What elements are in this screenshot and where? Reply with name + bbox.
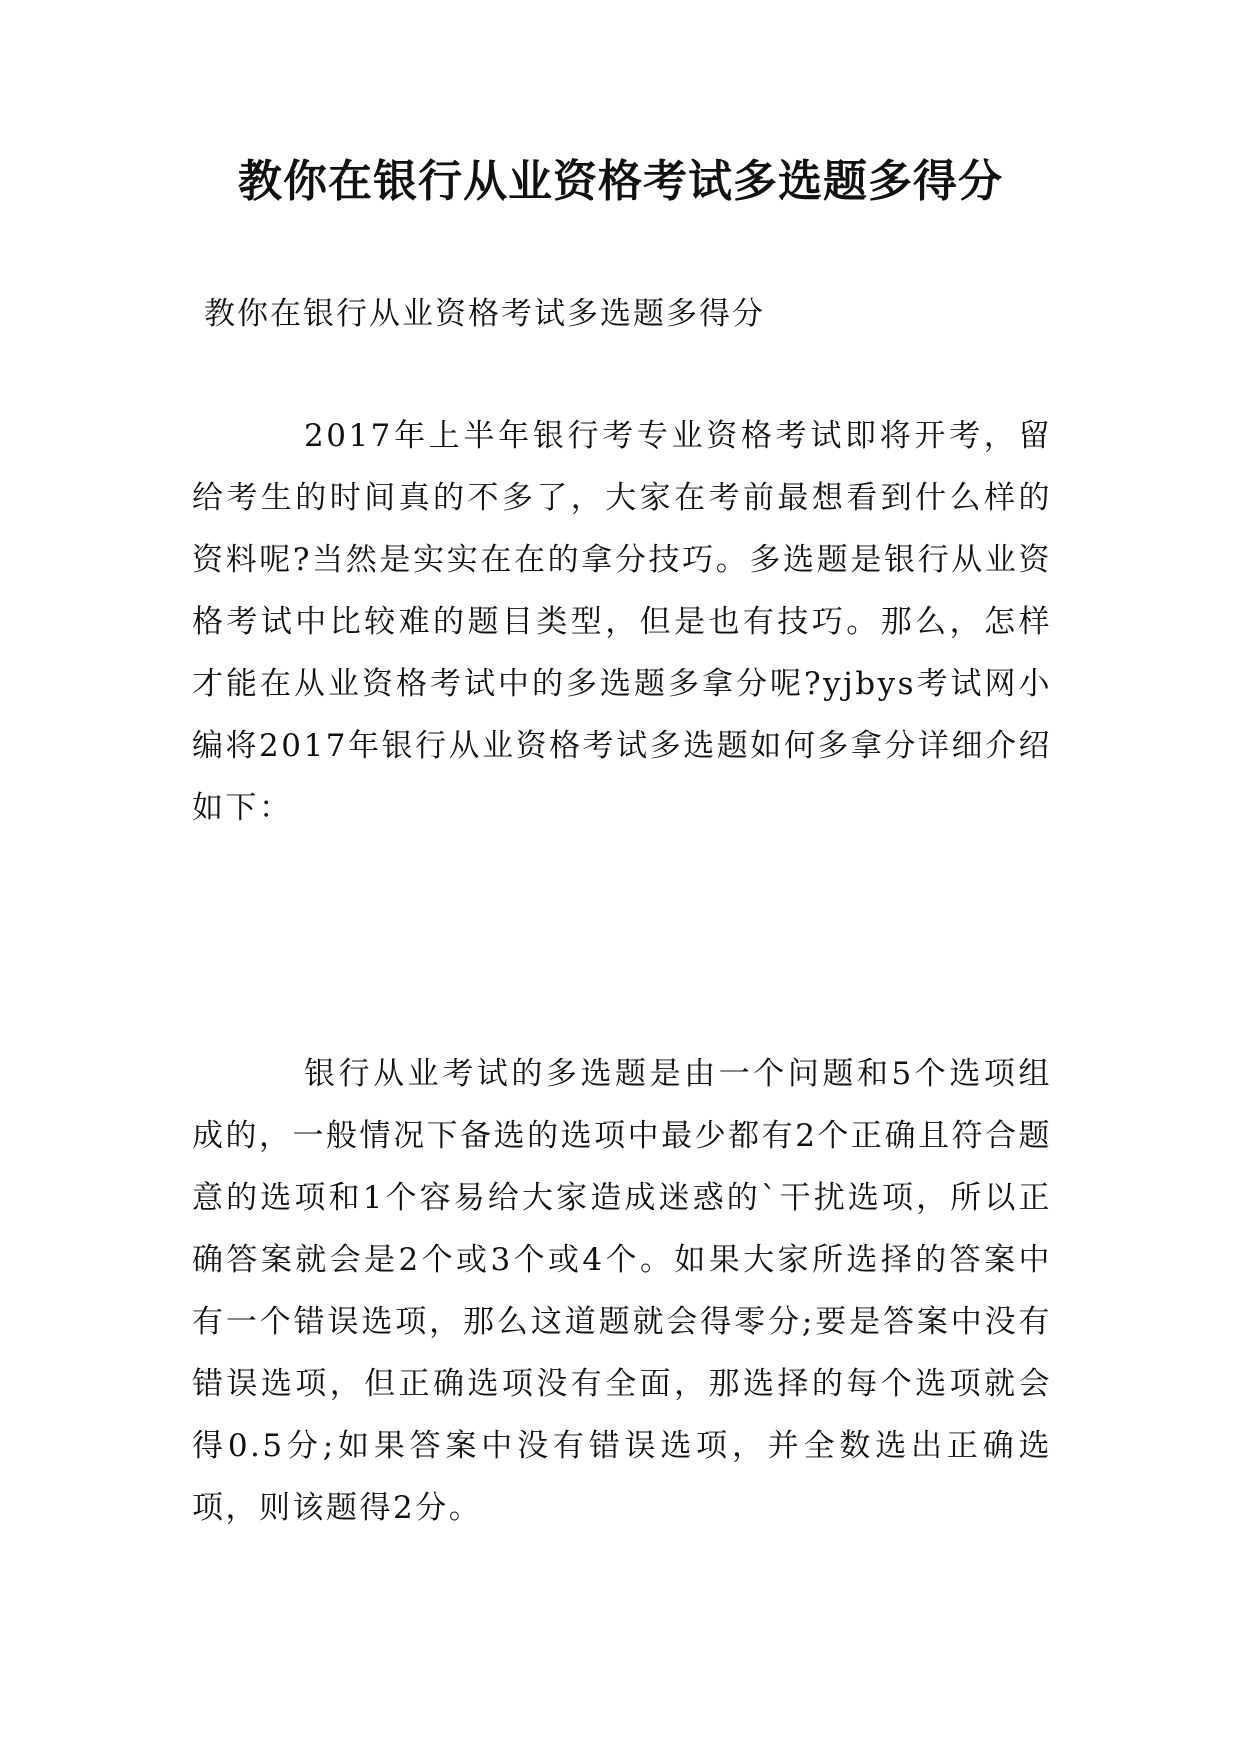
paragraph-intro: 2017年上半年银行考专业资格考试即将开考，留给考生的时间真的不多了，大家在考前最想看到什么样的资料呢?当然是实实在在的拿分技巧。多选题是银行从业资格考试中比较难的题目类型，但是也有技巧。那么，怎样才能在从业资格考试中的多选题多拿分呢?yjbys考试网小编将2017年银行从业资格考试多选题如何多拿分详细介绍如下： bbox=[192, 418, 1052, 826]
paragraph-scoring-rules: 银行从业考试的多选题是由一个问题和5个选项组成的，一般情况下备选的选项中最少都有2个正确且符合题意的选项和1个容易给大家造成迷惑的`干扰选项，所以正确答案就会是2个或3个或4个。如果大家所选择的答案中有一个错误选项，那么这道题就会得零分;要是答案中没有错误选项，但正确选项没有全面，那选择的每个选项就会得0.5分;如果答案中没有错误选项，并全数选出正确选项，则该题得2分。 bbox=[192, 1056, 1052, 1526]
document-subtitle: 教你在银行从业资格考试多选题多得分 bbox=[204, 296, 765, 332]
document-title: 教你在银行从业资格考试多选题多得分 bbox=[238, 156, 1003, 207]
